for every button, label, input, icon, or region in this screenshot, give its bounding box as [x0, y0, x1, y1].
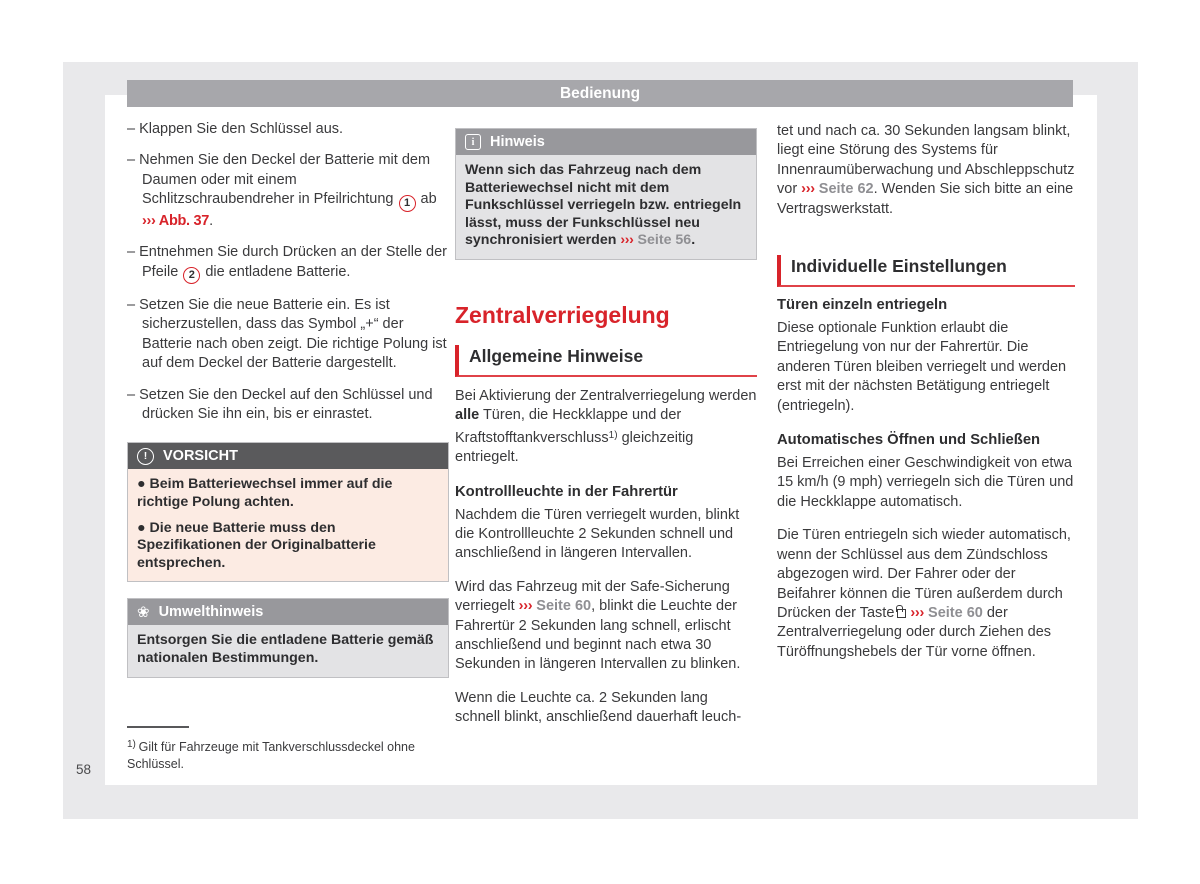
callout-number: 2 — [183, 267, 200, 284]
right-column — [777, 122, 1075, 676]
cross-reference-link[interactable]: ››› — [518, 598, 533, 615]
instruction-step — [127, 151, 449, 231]
left-column — [127, 120, 449, 692]
middle-column — [455, 122, 757, 742]
text-segment: Nachdem die Türen verriegelt wurden, blinkt die Kontrollleuchte 2 Sekunden schnell und anschließend in längeren Intervallen. — [455, 506, 740, 562]
info-icon: i — [465, 134, 481, 150]
cross-reference-link[interactable]: Seite 62 — [814, 181, 874, 198]
umwelt-text: Entsorgen Sie die entladene Batterie gemäß nationalen Bestimmungen. — [137, 632, 434, 667]
umwelt-title: Umwelthinweis — [158, 604, 264, 621]
cross-reference-link[interactable]: Seite 56 — [633, 232, 692, 249]
paragraph — [777, 319, 1075, 416]
text-segment: ab — [416, 191, 437, 208]
text-segment: . — [209, 212, 214, 229]
paragraph — [777, 454, 1075, 512]
flower-icon: ❀ — [137, 603, 150, 621]
instruction-step — [127, 386, 449, 425]
text-segment: Wird das Fahrzeug mit der Safe-Sicherung verriegelt — [455, 578, 730, 615]
text-segment: . — [691, 232, 696, 249]
text-segment: Entnehmen Sie durch Drücken an der Stelle der Pfeile — [139, 244, 447, 280]
text-segment: der Zentralverriegelung oder durch Ziehen des Türöffnungshebels der Tür vorne öffnen. — [777, 604, 1052, 660]
alert-circle-icon: ! — [137, 448, 154, 465]
text-segment: . Wenden Sie sich bitte an eine Vertragswerkstatt. — [777, 181, 1074, 217]
subheading-kontrollleuchte: Kontrollleuchte in der Fahrertür — [455, 483, 678, 500]
chapter-header-label: Bedienung — [559, 85, 641, 102]
text-segment: Die Türen entriegeln sich wieder automatisch, wenn der Schlüssel aus dem Zündschloss abgezogen wird. Der Fahrer oder der Beifahrer können die Türen außerdem durch Drücken der Taste — [777, 527, 1071, 621]
hinweis-box-body — [456, 155, 756, 259]
paragraph — [455, 387, 757, 468]
umwelt-box-header — [128, 599, 448, 625]
text-segment: Setzen Sie die neue Batterie ein. Es ist sicherzustellen, dass das Symbol „+“ der Batterie nach oben zeigt. Die richtige Polung ist auf dem Deckel der Batterie dargestellt. — [139, 297, 447, 372]
vorsicht-box — [127, 442, 449, 582]
cross-reference-link[interactable]: Seite 60 — [532, 598, 592, 615]
instruction-step — [127, 243, 449, 284]
vorsicht-box-body — [128, 469, 448, 581]
text-segment: 1) — [127, 739, 139, 750]
paragraph — [777, 526, 1075, 662]
chapter-header-bar — [127, 80, 1073, 107]
footnote — [127, 726, 447, 772]
text-segment: Türen, die Heckklappe und der Kraftstofftankverschluss — [455, 407, 682, 446]
cross-reference-link[interactable]: Seite 60 — [924, 604, 983, 621]
cross-reference-link[interactable]: ››› Abb. 37 — [142, 212, 210, 229]
instruction-step — [127, 120, 449, 139]
text-segment: Gilt für Fahrzeuge mit Tankverschlussdeckel ohne Schlüssel. — [127, 740, 415, 771]
cross-reference-link[interactable]: ››› — [620, 232, 634, 249]
text-segment: Klappen Sie den Schlüssel aus. — [139, 121, 344, 137]
vorsicht-item: ● Beim Batteriewechsel immer auf die richtige Polung achten. — [137, 476, 439, 511]
cross-reference-link[interactable]: ››› — [910, 604, 924, 621]
open-lock-icon — [896, 605, 907, 618]
text-segment: alle — [455, 407, 480, 424]
paragraph — [455, 578, 757, 675]
paragraph — [455, 506, 757, 564]
text-segment: gleichzeitig entriegelt. — [455, 429, 694, 466]
section-heading-individuelle-einstellungen: Individuelle Einstellungen — [777, 255, 1075, 287]
umwelt-box-body — [128, 625, 448, 676]
hinweis-box — [455, 128, 757, 260]
umwelt-box — [127, 598, 449, 677]
instruction-step — [127, 296, 449, 374]
text-segment: 1) — [608, 429, 618, 441]
text-segment: Setzen Sie den Deckel auf den Schlüssel und drücken Sie ihn ein, bis er einrastet. — [139, 386, 433, 423]
text-segment: tet und nach ca. 30 Sekunden langsam blinkt, liegt eine Störung des Systems für Innenraumüberwachung und Abschleppschutz vor — [777, 123, 1075, 198]
section-heading-allgemeine-hinweise: Allgemeine Hinweise — [455, 345, 757, 377]
paragraph — [455, 689, 757, 728]
text-segment: Bei Aktivierung der Zentralverriegelung werden — [455, 387, 757, 404]
paragraph — [777, 122, 1075, 219]
subheading-tueren-einzeln: Türen einzeln entriegeln — [777, 297, 948, 314]
page-number: 58 — [76, 762, 92, 777]
text-segment: Diese optionale Funktion erlaubt die Entriegelung von nur der Fahrertür. Die anderen Türen bleiben verriegelt und werden erst mit der nächsten Betätigung entriegelt (entriegeln). — [777, 320, 1067, 414]
text-segment: Wenn sich das Fahrzeug nach dem Batteriewechsel nicht mit dem Funkschlüssel verriegeln bzw. entriegeln lässt, muss der Funkschlüssel neu synchronisiert werden — [465, 162, 742, 249]
text-segment: die entladene Batterie. — [201, 263, 351, 280]
vorsicht-box-header — [128, 443, 448, 469]
text-segment: Nehmen Sie den Deckel der Batterie mit dem Daumen oder mit einem Schlitzschraubendreher in Pfeilrichtung — [139, 152, 431, 208]
vorsicht-title: VORSICHT — [163, 448, 238, 465]
footnote-text — [127, 737, 447, 772]
text-segment: Wenn die Leuchte ca. 2 Sekunden lang schnell blinkt, anschließend dauerhaft leuch- — [455, 689, 742, 726]
text-segment: , blinkt die Leuchte der Fahrertür 2 Sekunden lang schnell, erlischt anschließend und beginnt nach etwa 30 Sekunden in längeren Intervallen zu blinken. — [455, 598, 741, 673]
footnote-divider — [127, 726, 189, 728]
vorsicht-item: ● Die neue Batterie muss den Spezifikationen der Originalbatterie entsprechen. — [137, 520, 439, 573]
chapter-heading: Zentralverriegelung — [455, 301, 670, 328]
text-segment: Bei Erreichen einer Geschwindigkeit von etwa 15 km/h (9 mph) verriegeln sich die Türen und die Heckklappe automatisch. — [777, 455, 1074, 510]
callout-number: 1 — [399, 195, 416, 212]
hinweis-box-header — [456, 129, 756, 155]
hinweis-title: Hinweis — [490, 134, 545, 150]
subheading-automatisches-oeffnen: Automatisches Öffnen und Schließen — [777, 432, 1041, 449]
cross-reference-link[interactable]: ››› — [801, 181, 815, 198]
